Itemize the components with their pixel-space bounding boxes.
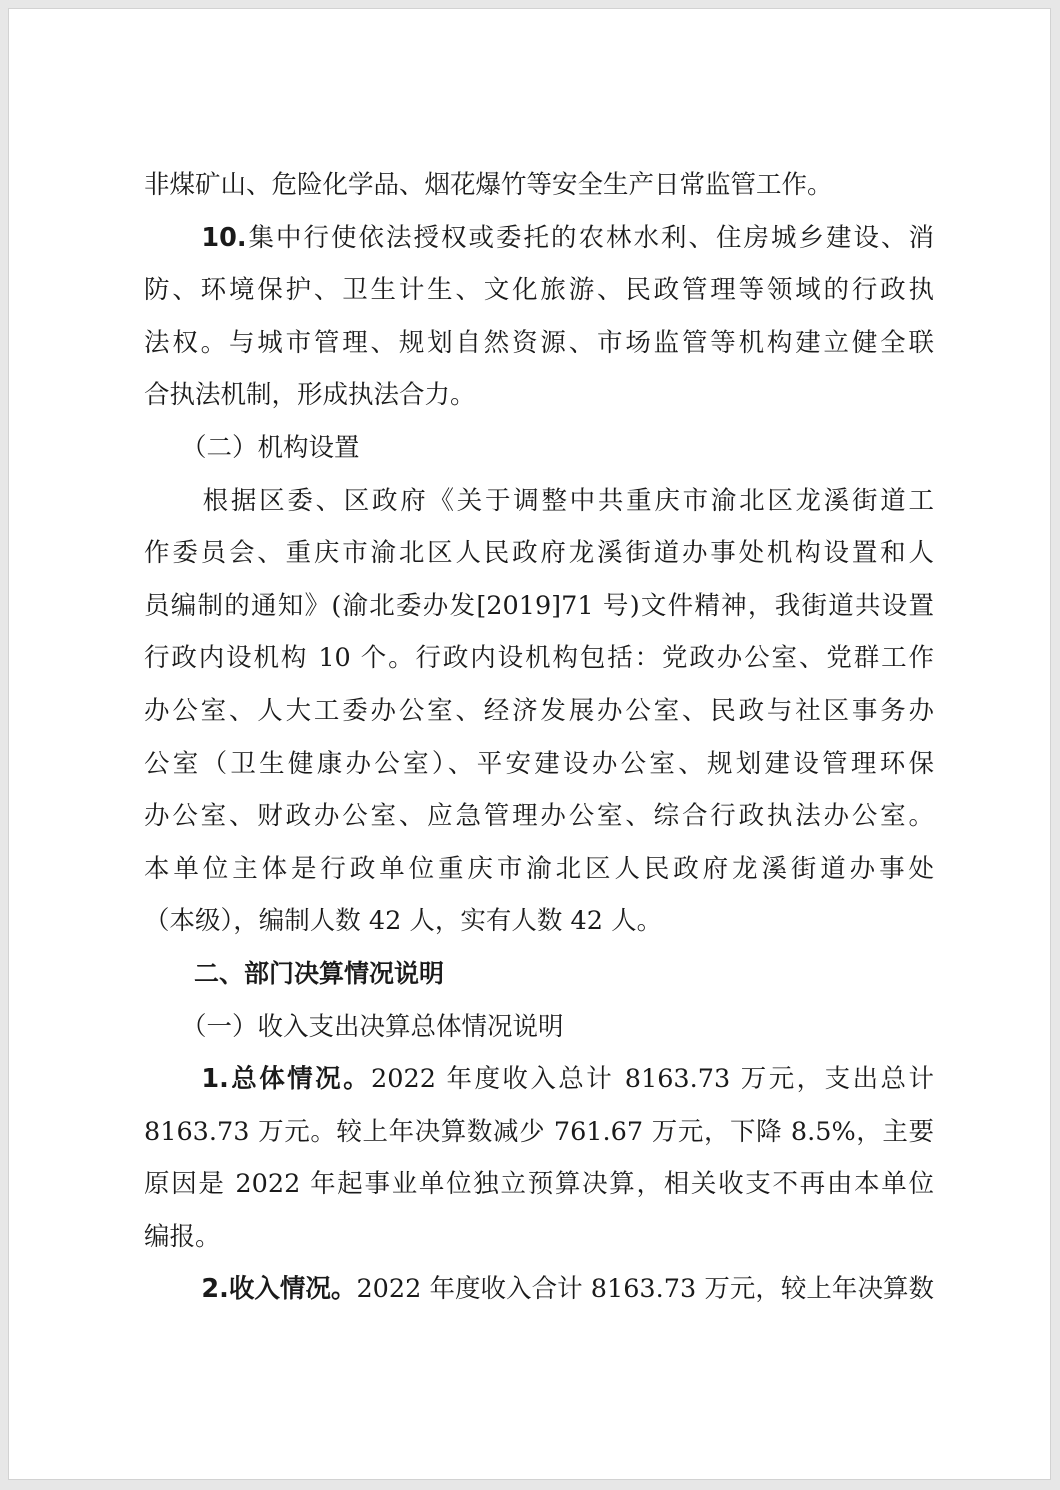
text-line: 合执法机制，形成执法合力。	[144, 380, 476, 411]
paragraph-org-setup	[144, 475, 934, 948]
text-line: 公室（卫生健康办公室）、平安建设办公室、规划建设管理环保	[144, 748, 934, 779]
paragraph-lead: 2.收入情况。	[201, 1274, 357, 1305]
text-line: 本单位主体是行政单位重庆市渝北区人民政府龙溪街道办事处	[144, 853, 934, 884]
text-span: 集中行使依法授权或委托的农林水利、住房城乡建设、消	[246, 222, 934, 253]
text-line: 根据区委、区政府《关于调整中共重庆市渝北区龙溪街道工	[202, 485, 934, 516]
text-line	[144, 1263, 934, 1316]
paragraph-item-10	[144, 212, 934, 422]
section-subheading-org: （二）机构设置	[180, 432, 360, 463]
document-page	[8, 8, 1051, 1480]
text-span: 2022 年度收入合计 8163.73 万元，较上年决算数	[356, 1274, 934, 1305]
text-line: （本级），编制人数 42 人，实有人数 42 人。	[144, 906, 663, 937]
text-span: 2022 年度收入总计 8163.73 万元，支出总计	[371, 1064, 934, 1095]
document-body	[144, 159, 934, 1316]
section-heading-2: 二、部门决算情况说明	[194, 958, 445, 988]
text-line: 办公室、人大工委办公室、经济发展办公室、民政与社区事务办	[144, 695, 934, 726]
text-line: 防、环境保护、卫生计生、文化旅游、民政管理等领域的行政执	[144, 275, 934, 306]
text-line: 原因是 2022 年起事业单位独立预算决算，相关收支不再由本单位	[144, 1169, 934, 1200]
text-line: 非煤矿山、危险化学品、烟花爆竹等安全生产日常监管工作。	[144, 170, 833, 200]
text-line: 员编制的通知》(渝北委办发[2019]71 号)文件精神，我街道共设置	[144, 590, 934, 621]
paragraph-overall	[144, 1053, 934, 1263]
text-line: 编报。	[144, 1221, 221, 1252]
text-line: 8163.73 万元。较上年决算数减少 761.67 万元，下降 8.5%，主要	[144, 1116, 934, 1147]
text-line: 法权。与城市管理、规划自然资源、市场监管等机构建立健全联	[144, 327, 934, 358]
text-line	[144, 212, 934, 265]
text-line	[144, 1053, 934, 1106]
paragraph-income	[144, 1263, 934, 1316]
paragraph-lead: 1.总体情况。	[201, 1064, 372, 1095]
section-subheading-income-expense: （一）收入支出决算总体情况说明	[180, 1011, 564, 1042]
paragraph-safety	[144, 159, 934, 212]
text-line: 办公室、财政办公室、应急管理办公室、综合行政执法办公室。	[144, 801, 934, 832]
item-number: 10.	[201, 222, 247, 253]
text-line: 作委员会、重庆市渝北区人民政府龙溪街道办事处机构设置和人	[144, 538, 934, 569]
text-line: 行政内设机构 10 个。行政内设机构包括：党政办公室、党群工作	[144, 643, 934, 674]
